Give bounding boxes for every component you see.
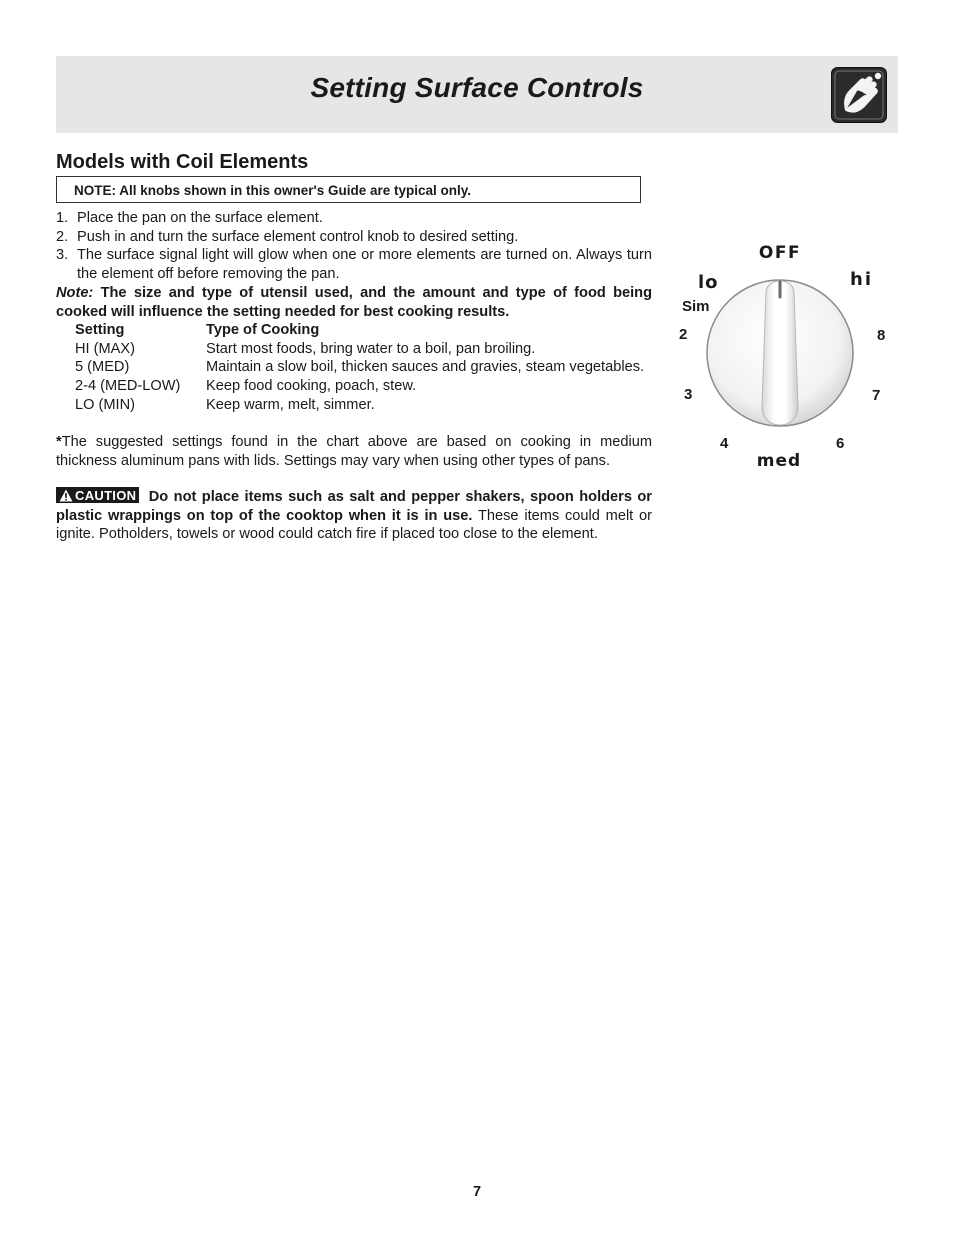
label-off: OFF — [758, 243, 802, 263]
list-item — [56, 209, 652, 228]
setting-cell: HI (MAX) — [75, 340, 135, 357]
caution-badge — [56, 487, 139, 503]
setting-cell: 2-4 (MED-LOW) — [75, 378, 181, 395]
header-band — [56, 56, 898, 133]
note-box: NOTE: All knobs shown in this owner's Guide are typical only. — [56, 176, 641, 203]
label-2: 2 — [679, 326, 688, 343]
list-item — [56, 246, 652, 283]
label-7: 7 — [872, 387, 881, 404]
step-text: Push in and turn the surface element control knob to desired setting. — [77, 228, 519, 245]
footnote — [56, 433, 652, 470]
settings-table — [75, 321, 655, 415]
label-med: med — [756, 451, 802, 471]
label-6: 6 — [836, 435, 845, 452]
instruction-steps — [56, 209, 652, 284]
step-number: 2. — [56, 228, 69, 245]
label-4: 4 — [720, 435, 729, 452]
type-cell: Keep food cooking, poach, stew. — [206, 378, 417, 395]
note-label: Note: — [56, 285, 94, 301]
footnote-star: * — [56, 434, 62, 450]
note-text: The size and type of utensil used, and the amount and type of food being cooked will influence the setting needed for best cooking results. — [56, 285, 652, 320]
label-3: 3 — [684, 386, 693, 403]
list-item — [56, 228, 652, 247]
note-paragraph — [56, 284, 652, 321]
step-text: The surface signal light will glow when one or more elements are turned on. Always turn the element off before removing the pan. — [77, 247, 652, 283]
step-number: 1. — [56, 210, 69, 226]
table-header — [75, 321, 655, 340]
table-row — [75, 377, 655, 396]
hand-icon — [830, 66, 888, 124]
caution-paragraph — [56, 487, 652, 544]
page-title: Setting Surface Controls — [310, 72, 644, 103]
footnote-text: The suggested settings found in the chart above are based on cooking in medium thickness aluminum pans with lids. Settings may vary when using other types of pans. — [56, 434, 652, 469]
table-row — [75, 340, 655, 359]
label-8: 8 — [877, 327, 886, 344]
caution-label: CAUTION — [75, 488, 137, 503]
table-row — [75, 358, 655, 377]
setting-cell: 5 (MED) — [75, 359, 130, 376]
table-row — [75, 396, 655, 415]
caution-text: These items could melt or ignite. Potholders, towels or wood could catch fire if placed too close to the element. — [56, 507, 653, 543]
control-knob-diagram — [670, 235, 900, 475]
type-cell: Maintain a slow boil, thicken sauces and gravies, steam vegetables. — [206, 359, 645, 376]
label-hi: hi — [850, 269, 873, 290]
page-number: 7 — [472, 1184, 482, 1200]
label-sim: Sim — [682, 298, 710, 315]
section-heading: Models with Coil Elements — [56, 151, 309, 173]
warning-triangle-icon — [59, 489, 73, 502]
step-text: Place the pan on the surface element. — [77, 210, 323, 226]
knob-grip — [762, 281, 798, 425]
step-number: 3. — [56, 247, 69, 264]
column-header-setting: Setting — [75, 322, 125, 338]
type-cell: Keep warm, melt, simmer. — [206, 396, 375, 413]
setting-cell: LO (MIN) — [75, 396, 135, 413]
caution-bold-text: Do not place items such as salt and pepper shakers, spoon holders or plastic wrappings on top of the cooktop when it is in use. — [56, 489, 652, 524]
label-lo: lo — [698, 272, 719, 293]
column-header-type: Type of Cooking — [206, 322, 320, 338]
type-cell: Start most foods, bring water to a boil, pan broiling. — [206, 340, 536, 357]
